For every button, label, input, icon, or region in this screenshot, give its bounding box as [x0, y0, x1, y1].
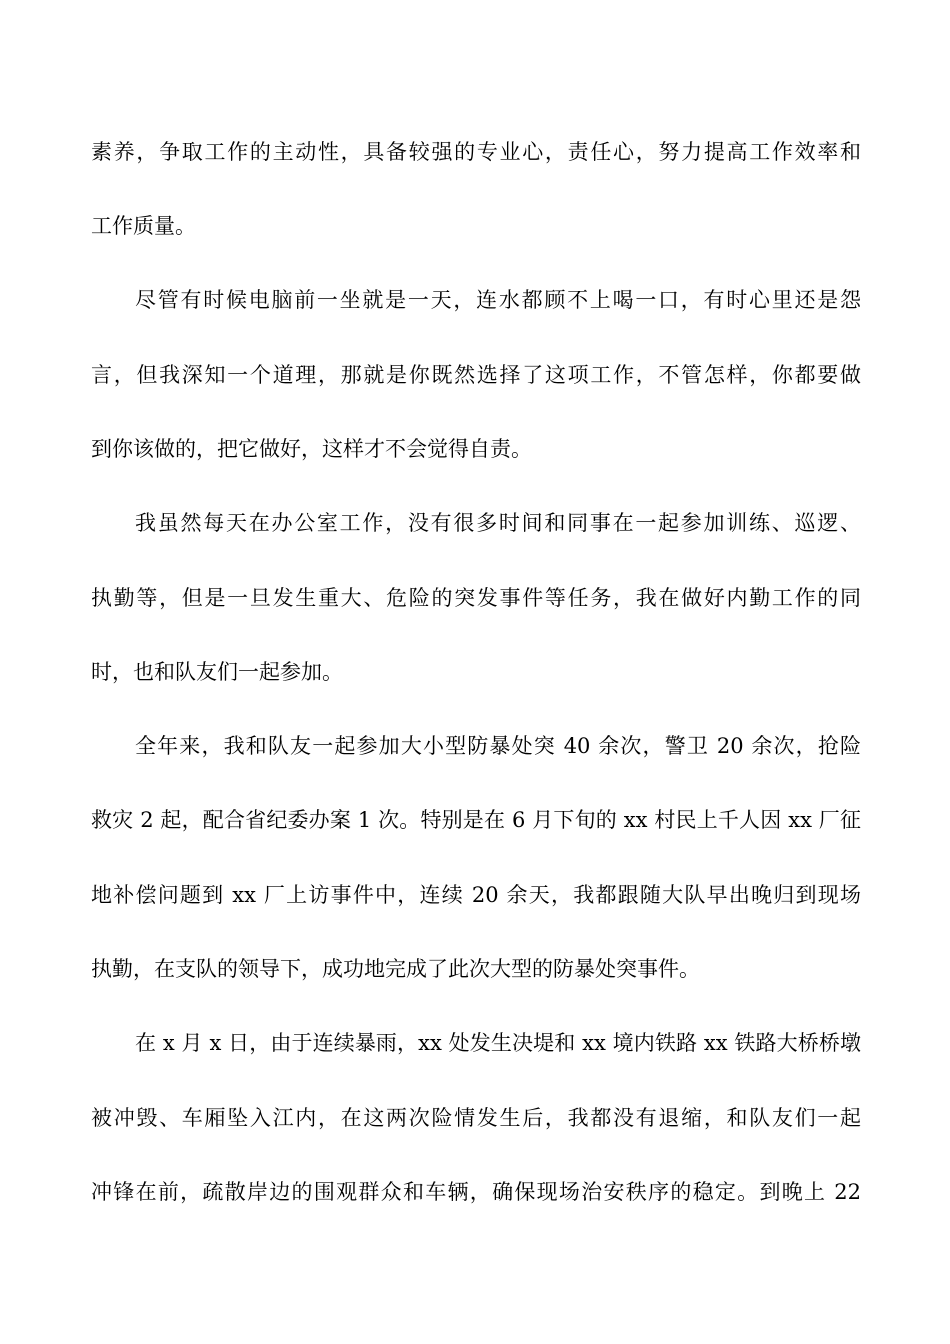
text-line-4: 言，但我深知一个道理，那就是你既然选择了这项工作，不管怎样，你都要做 [91, 363, 861, 387]
text-line-13: 在 x 月 x 日，由于连续暴雨，xx 处发生决堤和 xx 境内铁路 xx 铁路大桥桥墩 [135, 1031, 861, 1055]
text-line-12: 执勤，在支队的领导下，成功地完成了此次大型的防暴处突事件。 [91, 957, 700, 981]
text-line-8: 时，也和队友们一起参加。 [91, 660, 343, 684]
text-line-1: 素养，争取工作的主动性，具备较强的专业心，责任心，努力提高工作效率和 [91, 140, 861, 164]
text-line-6: 我虽然每天在办公室工作，没有很多时间和同事在一起参加训练、巡逻、 [135, 511, 861, 535]
text-line-14: 被冲毁、车厢坠入江内，在这两次险情发生后，我都没有退缩，和队友们一起 [91, 1106, 861, 1130]
text-line-3: 尽管有时候电脑前一坐就是一天，连水都顾不上喝一口，有时心里还是怨 [135, 288, 861, 312]
text-line-2: 工作质量。 [91, 214, 196, 238]
text-line-7: 执勤等，但是一旦发生重大、危险的突发事件等任务，我在做好内勤工作的同 [91, 586, 861, 610]
text-line-9: 全年来，我和队友一起参加大小型防暴处突 40 余次，警卫 20 余次，抢险 [135, 734, 861, 758]
text-line-10: 救灾 2 起，配合省纪委办案 1 次。特别是在 6 月下旬的 xx 村民上千人因 xx 厂征 [91, 808, 861, 832]
text-line-11: 地补偿问题到 xx 厂上访事件中，连续 20 余天，我都跟随大队早出晚归到现场 [91, 883, 861, 907]
text-line-5: 到你该做的，把它做好，这样才不会觉得自责。 [91, 437, 532, 461]
text-line-15: 冲锋在前，疏散岸边的围观群众和车辆，确保现场治安秩序的稳定。到晚上 22 [91, 1180, 861, 1204]
